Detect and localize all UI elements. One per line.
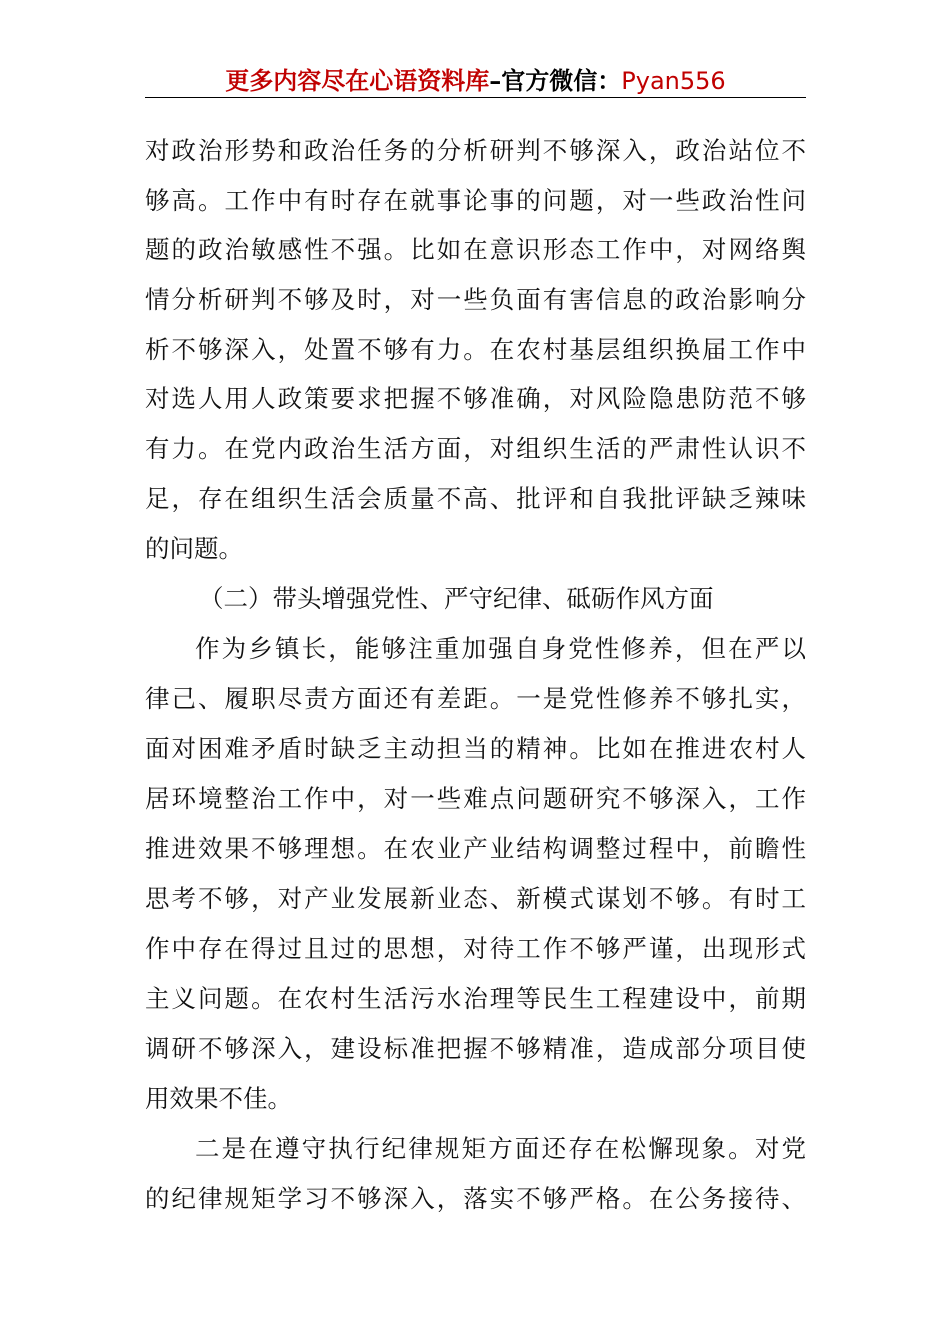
- header-rule: [145, 97, 806, 98]
- body-line: 足，存在组织生活会质量不高、批评和自我批评缺乏辣味: [145, 484, 806, 513]
- body-line: 面对困难矛盾时缺乏主动担当的精神。比如在推进农村人: [145, 734, 806, 763]
- paragraph-first-line: 二是在遵守执行纪律规矩方面还存在松懈现象。对党: [195, 1134, 806, 1163]
- body-line: 情分析研判不够及时，对一些负面有害信息的政治影响分: [145, 285, 806, 314]
- body-line: 的问题。: [145, 534, 243, 563]
- body-line: 调研不够深入，建设标准把握不够精准，造成部分项目使: [145, 1034, 806, 1063]
- body-line: 用效果不佳。: [145, 1084, 292, 1113]
- body-line: 作中存在得过且过的思想，对待工作不够严谨，出现形式: [145, 934, 806, 963]
- header-title: 更多内容尽在心语资料库: [225, 66, 490, 95]
- body-line: 对选人用人政策要求把握不够准确，对风险隐患防范不够: [145, 384, 806, 413]
- body-line: 有力。在党内政治生活方面，对组织生活的严肃性认识不: [145, 434, 806, 463]
- body-line: 的纪律规矩学习不够深入，落实不够严格。在公务接待、: [145, 1184, 806, 1213]
- body-line: 题的政治敏感性不强。比如在意识形态工作中，对网络舆: [145, 235, 806, 264]
- body-line: 析不够深入，处置不够有力。在农村基层组织换届工作中: [145, 335, 806, 364]
- section-heading: （二）带头增强党性、严守纪律、砥砺作风方面: [199, 584, 714, 613]
- body-line: 思考不够，对产业发展新业态、新模式谋划不够。有时工: [145, 884, 806, 913]
- header-wechat-id: Pyan556: [621, 67, 726, 95]
- body-line: 主义问题。在农村生活污水治理等民生工程建设中，前期: [145, 984, 806, 1013]
- body-line: 居环境整治工作中，对一些难点问题研究不够深入，工作: [145, 784, 806, 813]
- body-line: 够高。工作中有时存在就事论事的问题，对一些政治性问: [145, 186, 806, 215]
- body-line: 律己、履职尽责方面还有差距。一是党性修养不够扎实，: [145, 684, 806, 713]
- body-line: 推进效果不够理想。在农业产业结构调整过程中，前瞻性: [145, 834, 806, 863]
- body-line: 对政治形势和政治任务的分析研判不够深入，政治站位不: [145, 136, 806, 165]
- paragraph-first-line: 作为乡镇长，能够注重加强自身党性修养，但在严以: [195, 634, 806, 663]
- header-separator: –官方微信：: [489, 66, 622, 95]
- page-header: [145, 66, 806, 96]
